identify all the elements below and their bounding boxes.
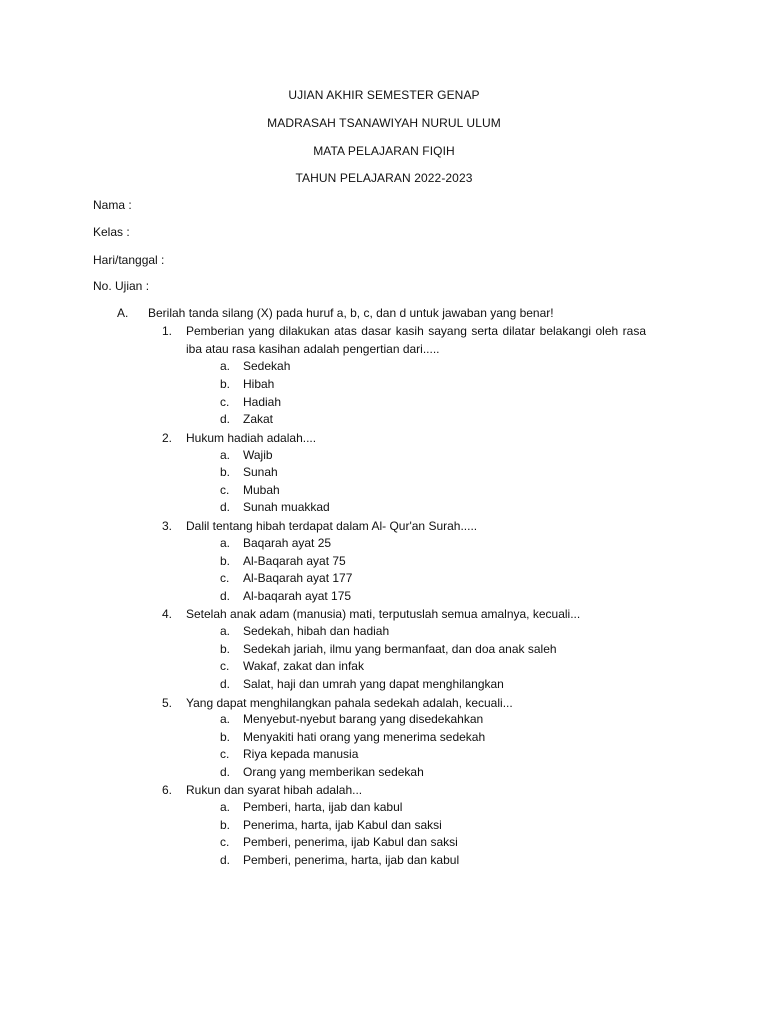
- option-text: Sedekah: [243, 359, 291, 373]
- section-letter: A.: [117, 306, 129, 320]
- option-text: Mubah: [243, 483, 280, 497]
- question-text: Rukun dan syarat hibah adalah...: [186, 783, 363, 797]
- question-number: 5.: [162, 696, 173, 710]
- option-letter: c.: [220, 835, 230, 849]
- option-text: Menyebut-nyebut barang yang disedekahkan: [243, 712, 484, 726]
- option-text: Riya kepada manusia: [243, 747, 359, 761]
- option-letter: a.: [220, 624, 231, 638]
- option-text: Salat, haji dan umrah yang dapat menghilangkan: [243, 677, 504, 691]
- option-text: Zakat: [243, 412, 274, 426]
- option-text: Hadiah: [243, 395, 282, 409]
- option-letter: a.: [220, 359, 231, 373]
- field-nama: Nama :: [93, 198, 132, 212]
- question-text: Hukum hadiah adalah....: [186, 431, 317, 445]
- option-letter: b.: [220, 465, 231, 479]
- question-2: [162, 430, 646, 448]
- option-letter: b.: [220, 642, 231, 656]
- question-number: 1.: [162, 324, 173, 338]
- question-number: 6.: [162, 783, 173, 797]
- option-letter: b.: [220, 730, 231, 744]
- question-4: [162, 606, 646, 624]
- question-1: [162, 323, 646, 358]
- option-letter: a.: [220, 536, 231, 550]
- option-text: Sedekah jariah, ilmu yang bermanfaat, dan doa anak saleh: [243, 642, 557, 656]
- question-3: [162, 518, 646, 536]
- option-letter: d.: [220, 589, 231, 603]
- option-letter: c.: [220, 395, 230, 409]
- option-text: Orang yang memberikan sedekah: [243, 765, 424, 779]
- option-text: Al-Baqarah ayat 75: [243, 554, 346, 568]
- question-6: [162, 782, 646, 800]
- field-hari-tanggal: Hari/tanggal :: [93, 253, 165, 267]
- option-text: Baqarah ayat 25: [243, 536, 332, 550]
- option-letter: c.: [220, 747, 230, 761]
- question-5: [162, 695, 646, 713]
- question-text: Pemberian yang dilakukan atas dasar kasih sayang serta dilatar belakangi oleh rasa iba atau rasa kasihan adalah pengertian dari.....: [186, 324, 646, 356]
- option-letter: b.: [220, 818, 231, 832]
- question-text: Dalil tentang hibah terdapat dalam Al- Qur'an Surah.....: [186, 519, 478, 533]
- option-letter: d.: [220, 677, 231, 691]
- option-letter: a.: [220, 448, 231, 462]
- option-text: Al-Baqarah ayat 177: [243, 571, 353, 585]
- option-letter: c.: [220, 571, 230, 585]
- field-no-ujian: No. Ujian :: [93, 279, 150, 293]
- exam-title: UJIAN AKHIR SEMESTER GENAP: [288, 88, 480, 102]
- school-name: MADRASAH TSANAWIYAH NURUL ULUM: [267, 116, 501, 130]
- option-text: Wajib: [243, 448, 273, 462]
- option-letter: d.: [220, 853, 231, 867]
- option-text: Hibah: [243, 377, 275, 391]
- option-letter: b.: [220, 377, 231, 391]
- question-text: Setelah anak adam (manusia) mati, terputuslah semua amalnya, kecuali...: [186, 607, 581, 621]
- option-letter: a.: [220, 712, 231, 726]
- option-letter: d.: [220, 412, 231, 426]
- option-text: Sunah: [243, 465, 278, 479]
- question-number: 3.: [162, 519, 173, 533]
- option-text: Sunah muakkad: [243, 500, 330, 514]
- option-text: Pemberi, penerima, ijab Kabul dan saksi: [243, 835, 458, 849]
- option-letter: b.: [220, 554, 231, 568]
- option-text: Pemberi, harta, ijab dan kabul: [243, 800, 403, 814]
- option-letter: c.: [220, 659, 230, 673]
- option-text: Wakaf, zakat dan infak: [243, 659, 364, 673]
- option-letter: a.: [220, 800, 231, 814]
- option-text: Al-baqarah ayat 175: [243, 589, 352, 603]
- academic-year: TAHUN PELAJARAN 2022-2023: [295, 171, 473, 185]
- option-text: Penerima, harta, ijab Kabul dan saksi: [243, 818, 442, 832]
- option-text: Pemberi, penerima, harta, ijab dan kabul: [243, 853, 460, 867]
- section-instruction: Berilah tanda silang (X) pada huruf a, b, c, dan d untuk jawaban yang benar!: [148, 306, 554, 320]
- option-letter: d.: [220, 500, 231, 514]
- field-kelas: Kelas :: [93, 225, 130, 239]
- option-text: Sedekah, hibah dan hadiah: [243, 624, 390, 638]
- question-text: Yang dapat menghilangkan pahala sedekah adalah, kecuali...: [186, 696, 513, 710]
- option-letter: d.: [220, 765, 231, 779]
- subject-name: MATA PELAJARAN FIQIH: [313, 144, 455, 158]
- question-number: 4.: [162, 607, 173, 621]
- option-text: Menyakiti hati orang yang menerima sedekah: [243, 730, 486, 744]
- question-number: 2.: [162, 431, 173, 445]
- option-letter: c.: [220, 483, 230, 497]
